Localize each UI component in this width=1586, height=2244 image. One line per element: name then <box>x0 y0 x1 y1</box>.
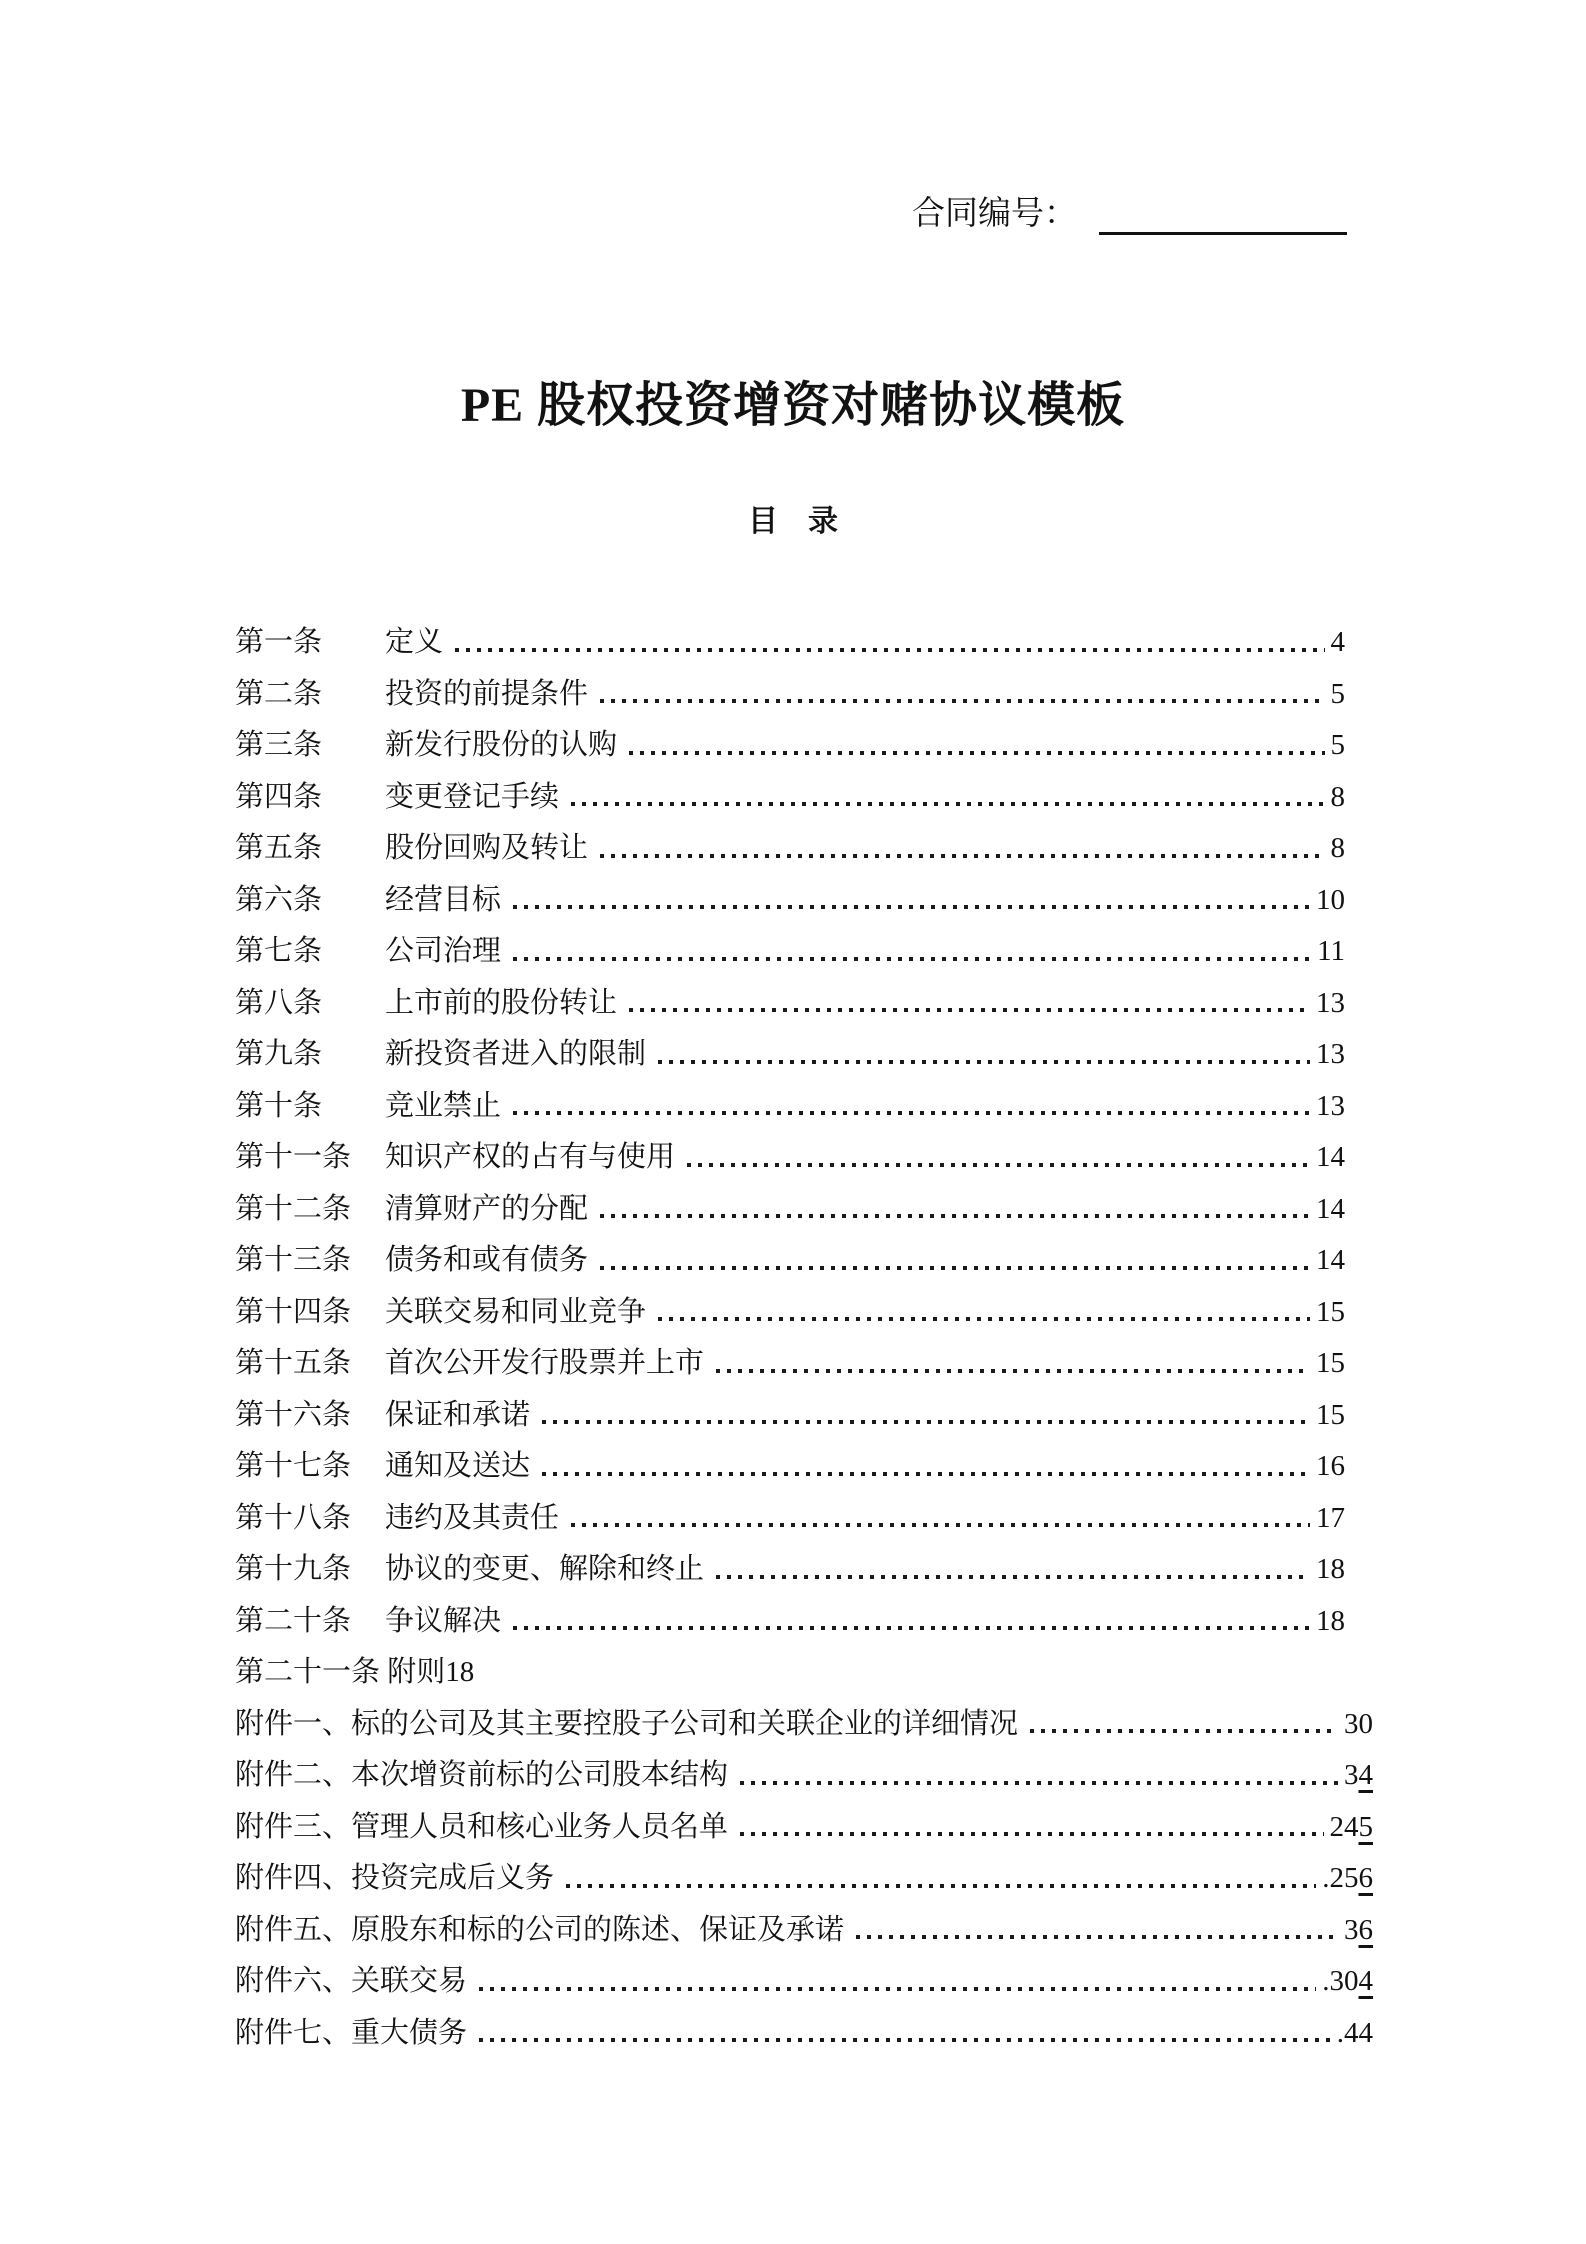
toc-article-title: 上市前的股份转让 <box>385 986 618 1019</box>
toc-article-title: 违约及其责任 <box>385 1501 560 1534</box>
toc-dot-leader <box>588 823 1330 875</box>
toc-article-number: 第七条 <box>235 935 323 967</box>
toc-page-number: 10 <box>1316 883 1345 916</box>
toc-article-number: 第一条 <box>235 626 323 658</box>
toc-page-number: 18 <box>1316 1604 1345 1637</box>
toc-page-number: 5 <box>1330 677 1345 710</box>
toc-article-number: 第十二条 <box>235 1192 352 1225</box>
toc-article-number: 第十三条 <box>235 1244 352 1276</box>
toc-article-row <box>235 669 1345 721</box>
toc-page-number-underlined-digit: 6 <box>1358 1862 1373 1894</box>
toc-page-number-main: .44 <box>1336 2016 1373 2049</box>
toc-dot-leader <box>501 1081 1316 1133</box>
toc-article-row <box>235 772 1345 824</box>
toc-appendix-label: 附件二、 <box>235 1759 352 1791</box>
toc-dot-leader <box>1018 1699 1344 1751</box>
toc-article-title: 新发行股份的认购 <box>385 729 618 761</box>
document-title: PE 股权投资增资对赌协议模板 <box>460 379 1126 432</box>
toc-article-number: 第十条 <box>235 1089 323 1122</box>
toc-appendix-label: 附件六、 <box>235 1965 352 1997</box>
toc-article-row <box>235 1081 1345 1133</box>
toc-article-title: 股份回购及转让 <box>385 832 589 864</box>
toc-article-title: 争议解决 <box>385 1604 502 1637</box>
toc-dot-leader <box>501 1596 1316 1648</box>
toc-page-number-main: .25 <box>1322 1862 1359 1894</box>
toc-page-number-underlined-digit: 6 <box>1358 1913 1373 1946</box>
toc-appendix-title: 本次增资前标的公司股本结构 <box>351 1759 729 1791</box>
toc-dot-leader <box>554 1853 1322 1905</box>
toc-article-number: 第三条 <box>235 729 323 761</box>
toc-page-number: 14 <box>1316 1141 1345 1173</box>
contract-number-blank-line <box>1099 192 1347 235</box>
toc-dot-leader <box>443 617 1330 669</box>
toc-article-title: 关联交易和同业竞争 <box>385 1295 647 1328</box>
toc-dot-leader <box>675 1132 1316 1184</box>
toc-appendix-title: 投资完成后义务 <box>351 1862 555 1894</box>
toc-article-title: 协议的变更、解除和终止 <box>385 1553 705 1585</box>
toc-article-row <box>235 823 1345 875</box>
toc-dot-leader <box>646 1029 1316 1081</box>
toc-dot-leader <box>501 875 1316 927</box>
toc-heading: 目 录 <box>748 505 838 538</box>
toc-article21-row <box>235 1647 1345 1699</box>
toc-page-number: 4 <box>1330 626 1345 658</box>
toc-article-number: 第十八条 <box>235 1501 352 1534</box>
toc-article-title: 保证和承诺 <box>385 1398 531 1431</box>
toc-article-row <box>235 1338 1345 1390</box>
toc-page-number-underlined-digit: 4 <box>1358 1965 1373 1997</box>
toc-article-number: 第八条 <box>235 986 323 1019</box>
toc-article-title: 知识产权的占有与使用 <box>385 1141 676 1173</box>
toc-article-row <box>235 1596 1345 1648</box>
toc-appendix-label: 附件一、 <box>235 1707 352 1740</box>
toc-page-number: 16 <box>1316 1450 1345 1482</box>
toc-article-title: 投资的前提条件 <box>385 677 589 710</box>
toc-article-number: 第十一条 <box>235 1141 352 1173</box>
toc-page-number-main: 3 <box>1344 1913 1359 1946</box>
toc-article-row <box>235 1544 1345 1596</box>
toc-dot-leader <box>728 1750 1344 1802</box>
toc-appendix-label: 附件七、 <box>235 2016 352 2049</box>
toc-appendix-row <box>235 1853 1373 1905</box>
toc-page-number: 15 <box>1316 1295 1345 1328</box>
toc-article-number: 第十五条 <box>235 1347 352 1379</box>
toc-page-number <box>1344 1699 1373 1751</box>
toc-page-number-main: 3 <box>1344 1759 1359 1791</box>
toc-dot-leader <box>617 978 1316 1030</box>
toc-page-number: 14 <box>1316 1244 1345 1276</box>
toc-dot-leader <box>559 1493 1316 1545</box>
toc-article-number: 第十七条 <box>235 1450 352 1482</box>
toc-dot-leader <box>704 1544 1316 1596</box>
toc-page-number <box>1322 1956 1373 2008</box>
toc-page-number: 18 <box>1316 1553 1345 1585</box>
toc-article-row <box>235 720 1345 772</box>
toc-article-number: 第二十条 <box>235 1604 352 1637</box>
toc-dot-leader <box>617 720 1330 772</box>
toc-article-row <box>235 1287 1345 1339</box>
toc-article-row <box>235 1184 1345 1236</box>
toc-article-row <box>235 978 1345 1030</box>
toc-article-row <box>235 926 1345 978</box>
toc-page-number: 17 <box>1316 1501 1345 1534</box>
toc-page-number-main: .30 <box>1322 1965 1359 1997</box>
toc-appendix-row <box>235 1905 1373 1957</box>
toc-page-number <box>1344 1750 1373 1802</box>
table-of-contents <box>235 617 1373 2059</box>
toc-appendix-label: 附件五、 <box>235 1913 352 1946</box>
toc-appendix-row <box>235 1956 1373 2008</box>
toc-appendix-title: 关联交易 <box>351 1965 468 1997</box>
toc-dot-leader <box>588 1235 1316 1287</box>
toc-article-row <box>235 1235 1345 1287</box>
toc-article-row <box>235 1029 1345 1081</box>
toc-dot-leader <box>728 1802 1329 1854</box>
toc-article-title: 定义 <box>385 626 444 658</box>
toc-article-title: 竞业禁止 <box>385 1089 502 1122</box>
toc-article-number: 第九条 <box>235 1038 323 1070</box>
toc-page-number-main: 24 <box>1329 1810 1359 1843</box>
toc-page-number-main: 30 <box>1344 1707 1373 1740</box>
toc-article-title: 通知及送达 <box>385 1450 531 1482</box>
toc-appendix-title: 重大债务 <box>351 2016 468 2049</box>
toc-article-row <box>235 1441 1345 1493</box>
toc-page-number: 14 <box>1316 1192 1345 1225</box>
toc-page-number-underlined-digit: 4 <box>1358 1759 1373 1791</box>
toc-dot-leader <box>467 2008 1337 2060</box>
toc-article-title: 债务和或有债务 <box>385 1244 589 1276</box>
toc-page-number-underlined-digit: 5 <box>1358 1810 1373 1843</box>
toc-page-number: 11 <box>1317 935 1345 967</box>
toc-dot-leader <box>704 1338 1316 1390</box>
toc-article-number: 第六条 <box>235 883 323 916</box>
toc-dot-leader <box>559 772 1330 824</box>
toc-article-number: 第十九条 <box>235 1553 352 1585</box>
toc-article-title: 清算财产的分配 <box>385 1192 589 1225</box>
toc-appendix-label: 附件三、 <box>235 1810 352 1843</box>
toc-page-number: 8 <box>1330 780 1345 813</box>
toc-article-title: 变更登记手续 <box>385 780 560 813</box>
toc-article-title: 公司治理 <box>385 935 502 967</box>
toc-page-number: 13 <box>1316 986 1345 1019</box>
toc-page-number: 8 <box>1330 832 1345 864</box>
toc-article-row <box>235 1132 1345 1184</box>
toc-dot-leader <box>501 926 1317 978</box>
toc-article-row <box>235 1493 1345 1545</box>
toc-page-number <box>1337 2008 1373 2060</box>
toc-article-title: 首次公开发行股票并上市 <box>385 1347 705 1379</box>
toc-article-number: 第十四条 <box>235 1295 352 1328</box>
toc-page-number <box>1330 1802 1374 1854</box>
toc-article21-text: 第二十一条 附则18 <box>235 1656 475 1688</box>
toc-article-row <box>235 875 1345 927</box>
toc-appendix-row <box>235 1699 1373 1751</box>
toc-dot-leader <box>588 1184 1316 1236</box>
toc-article-title: 新投资者进入的限制 <box>385 1038 647 1070</box>
toc-appendix-label: 附件四、 <box>235 1862 352 1894</box>
toc-dot-leader <box>588 669 1330 721</box>
toc-dot-leader <box>467 1956 1322 2008</box>
toc-page-number: 15 <box>1316 1347 1345 1379</box>
toc-appendix-row <box>235 1750 1373 1802</box>
toc-article-number: 第五条 <box>235 832 323 864</box>
toc-article-row <box>235 617 1345 669</box>
toc-article-number: 第四条 <box>235 780 323 813</box>
toc-page-number: 15 <box>1316 1398 1345 1431</box>
toc-article-row <box>235 1390 1345 1442</box>
toc-article-number: 第十六条 <box>235 1398 352 1431</box>
toc-page-number <box>1322 1853 1373 1905</box>
toc-page-number: 13 <box>1316 1089 1345 1122</box>
toc-appendix-title: 管理人员和核心业务人员名单 <box>351 1810 729 1843</box>
toc-page-number <box>1344 1905 1373 1957</box>
toc-appendix-title: 原股东和标的公司的陈述、保证及承诺 <box>351 1913 845 1946</box>
toc-dot-leader <box>844 1905 1344 1957</box>
toc-dot-leader <box>646 1287 1316 1339</box>
toc-article-title: 经营目标 <box>385 883 502 916</box>
toc-page-number: 5 <box>1330 729 1345 761</box>
contract-number-label: 合同编号： <box>912 196 1077 232</box>
toc-dot-leader <box>530 1390 1316 1442</box>
contract-number-row <box>912 192 1347 235</box>
toc-appendix-row <box>235 1802 1373 1854</box>
toc-page-number: 13 <box>1316 1038 1345 1070</box>
toc-appendix-row <box>235 2008 1373 2060</box>
toc-dot-leader <box>530 1441 1316 1493</box>
toc-appendix-title: 标的公司及其主要控股子公司和关联企业的详细情况 <box>351 1707 1019 1740</box>
toc-article-number: 第二条 <box>235 677 323 710</box>
